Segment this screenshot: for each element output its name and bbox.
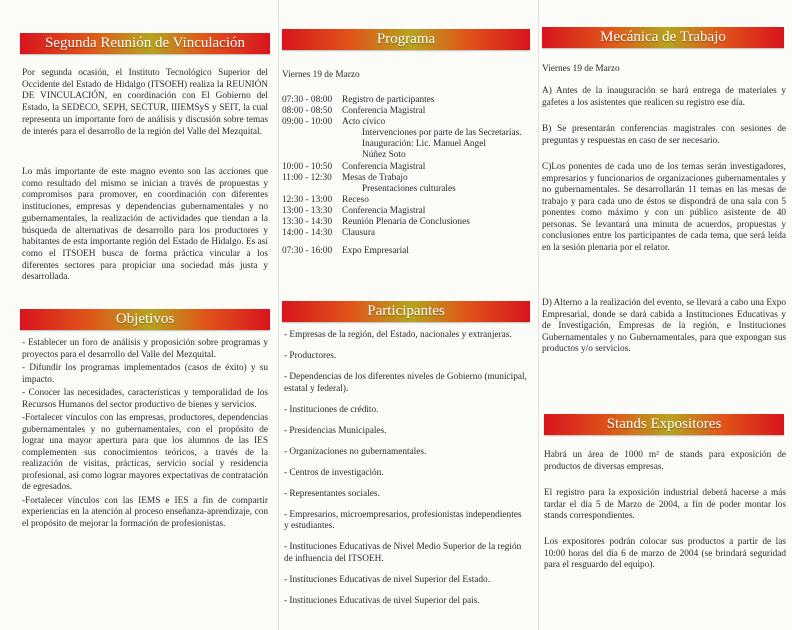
programa-date: Viernes 19 de Marzo [282, 70, 360, 80]
importance-paragraph: Lo más importante de este magno evento son las acciones que como resultado del mismo se inician a través de propuestas y compromisos para promover, en coordinación con diferentes instituciones, empresas y dependencias gubernamentales y no gubernamentales, la realización de actividades que tiendan a la búsqueda de alternativas de desarrollo para los productores y habitantes de esta importante región del Estado de Hidalgo. Es así como el ITSOEH busca de forma práctica vincular a los diferentes sectores para propiciar una sociedad más justa y desarrollada. [22, 167, 268, 283]
schedule-spacer [282, 239, 532, 246]
mecanica-date: Viernes 19 de Marzo [542, 64, 620, 74]
schedule-activity: Conferencia Magistral [342, 161, 426, 172]
segunda-reunion-banner: Segunda Reunión de Vinculación [20, 33, 270, 54]
participante-item: - Centros de investigación. [284, 467, 384, 478]
schedule-activity: Registro de participantes [342, 95, 435, 105]
schedule-row [282, 184, 532, 195]
objetivo-item: -Fortalecer vínculos con las empresas, productores, dependencias gubernamentales y no gubernamentales, con el propósito de lograr una mayor apertura para que los alumnos de las IES complementen sus conocimientos teóricos, a través de la realización de visitas, prácticas, servicio social y residencia profesional, así como lograr mayores expectativas de contratación de egresados. [22, 413, 268, 492]
schedule-activity: Expo Empresarial [342, 246, 409, 257]
participante-item: - Instituciones Educativas de nivel Superior del país. [284, 595, 480, 606]
schedule-time: 14:00 - 14:30 [282, 228, 333, 239]
mecanica-item-b: B) Se presentarán conferencias magistrales con sesiones de preguntas y respuestas en caso de ser necesario. [542, 124, 786, 146]
schedule-row [282, 150, 532, 161]
objetivos-banner: Objetivos [20, 309, 270, 330]
schedule-table [282, 95, 532, 257]
schedule-time: 07:30 - 08:00 [282, 95, 333, 105]
participante-item: - Instituciones Educativas de Nivel Medio Superior de la región de influencia del ITSOEH. [284, 542, 522, 564]
schedule-row [282, 95, 532, 106]
participantes-banner: Participantes [282, 301, 530, 322]
schedule-activity: Acto cívico [342, 117, 386, 128]
objetivo-item: -Fortalecer vínculos con las IEMS e IES a fin de compartir experiencias en la atención al proceso enseñanza-aprendizaje, con el propósito de mejorar la formación de profesionistas. [22, 495, 268, 529]
schedule-time [282, 184, 342, 195]
schedule-activity: Presentaciones culturales [362, 183, 456, 194]
schedule-time: 10:00 - 10:50 [282, 161, 333, 172]
objetivo-item: - Establecer un foro de análisis y proposición sobre programas y proyectos para el desarrollo del Valle del Mezquital. [22, 338, 268, 360]
schedule-time: 12:30 - 13:00 [282, 194, 333, 205]
schedule-row [282, 206, 532, 217]
schedule-activity: Receso [342, 194, 369, 205]
schedule-activity: Conferencia Magistral [342, 106, 426, 117]
schedule-activity: Mesas de Trabajo [342, 172, 408, 183]
participante-item: - Representantes sociales. [284, 488, 380, 499]
stands-paragraph-3: Los expositores podrán colocar sus productos a partir de las 10:00 horas del día 6 de marzo de 2004 (se brindará seguridad para el resguardo del equipo). [544, 537, 786, 570]
participante-item: - Organizaciones no gubernamentales. [284, 446, 427, 457]
schedule-row [282, 139, 532, 150]
mecanica-item-d: D) Alterno a la realización del evento, se llevará a cabo una Expo Empresarial, donde se dará cabida a Instituciones Educativas y de Investigación, Empresas de la región, e Instituciones Gubernamentales y no Gubernamentales, para que expongan sus productos y/o servicios. [542, 298, 786, 354]
schedule-activity: Clausura [342, 228, 376, 239]
schedule-row [282, 228, 532, 239]
objetivos-list [22, 338, 268, 532]
panel-programa [278, 0, 538, 630]
schedule-activity: Inauguración: Lic. Manuel Angel [362, 139, 486, 150]
participante-item: - Empresarios, microempresarios, profesionistas independientes y estudiantes. [284, 509, 522, 531]
participante-item: - Instituciones Educativas de nivel Superior del Estado. [284, 574, 491, 585]
programa-banner: Programa [282, 29, 530, 50]
schedule-time: 11:00 - 12:30 [282, 172, 332, 183]
schedule-activity: Intervenciones por parte de las Secretarías. [362, 128, 522, 139]
schedule-time: 13:30 - 14:30 [282, 217, 333, 228]
objetivo-item: - Difundir los programas implementados (casos de éxito) y su impacto. [22, 363, 268, 385]
schedule-time: 13:00 - 13:30 [282, 205, 333, 216]
participante-item: - Productores. [284, 351, 337, 361]
schedule-activity: Núñez Soto [362, 150, 406, 161]
panel-vinculacion [0, 0, 278, 630]
schedule-activity: Conferencia Magistral [342, 205, 426, 216]
mecanica-item-a: A) Antes de la inauguración se hará entrega de materiales y gafetes a los asistentes que realicen su registro ese día. [542, 86, 786, 108]
schedule-time: 08:00 - 08:50 [282, 106, 333, 117]
schedule-row [282, 195, 532, 206]
schedule-row [282, 117, 532, 128]
schedule-time [282, 150, 342, 161]
schedule-row [282, 173, 532, 184]
participante-item: - Presidencias Municipales. [284, 425, 387, 436]
participantes-list [284, 330, 528, 617]
schedule-time: 07:30 - 16:00 [282, 246, 333, 257]
objetivo-item: - Conocer las necesidades, características y temporalidad de los Recursos Humanos del sector productivo de bienes y servicios. [22, 388, 268, 410]
mecanica-banner: Mecánica de Trabajo [542, 27, 784, 48]
stands-banner: Stands Expositores [544, 414, 784, 435]
mecanica-item-c: C)Los ponentes de cada uno de los temas serán investigadores, empresarios y funcionarios de organizaciones gubernamentales y no gubernamentales. Se desarrollarán 11 temas en las mesas de trabajo y para cada uno de éstos se dispondrá de una sala con 5 ponentes como máximo y con un público asistente de 40 personas. Se levantará una minuta de acuerdos, propuestas y conclusiones entre los participantes de cada tema, que será leída en la sesión plenaria por el relator. [542, 162, 786, 253]
panel-mecanica [538, 0, 792, 630]
schedule-row [282, 128, 532, 139]
schedule-activity: Reunión Plenaria de Conclusiones [342, 217, 470, 228]
schedule-row [282, 162, 532, 173]
participante-item: - Empresas de la región, del Estado, nacionales y extranjeras. [284, 330, 512, 340]
stands-paragraph-2: El registro para la exposición industrial deberá hacerse a más tardar el día 5 de Marzo de 2004, a fin de poder montar los stands correspondientes. [544, 488, 786, 521]
schedule-time [282, 139, 342, 150]
stands-paragraph-1: Habrá un área de 1000 m² de stands para exposición de productos de diversas empresas. [544, 450, 786, 472]
intro-paragraph: Por segunda ocasión, el Instituto Tecnológico Superior del Occidente del Estado de Hidalgo (ITSOEH) realiza la REUNIÓN DE VINCULACIÓN, en coordinación con El Gobierno del Estado, la SEDECO, SEPH, SECTUR, IIIEMSyS y SEIT, la cual representa un importante foro de análisis y discusión sobre temas de interés para el desarrollo de la región del Valle del Mezquital. [22, 68, 268, 137]
schedule-row [282, 106, 532, 117]
participante-item: - Dependencias de los diferentes niveles de Gobierno (municipal, estatal y federal). [284, 372, 527, 394]
schedule-time: 09:00 - 10:00 [282, 117, 333, 128]
schedule-row [282, 246, 532, 257]
schedule-time [282, 128, 342, 139]
participante-item: - Instituciones de crédito. [284, 404, 379, 415]
schedule-row [282, 217, 532, 228]
